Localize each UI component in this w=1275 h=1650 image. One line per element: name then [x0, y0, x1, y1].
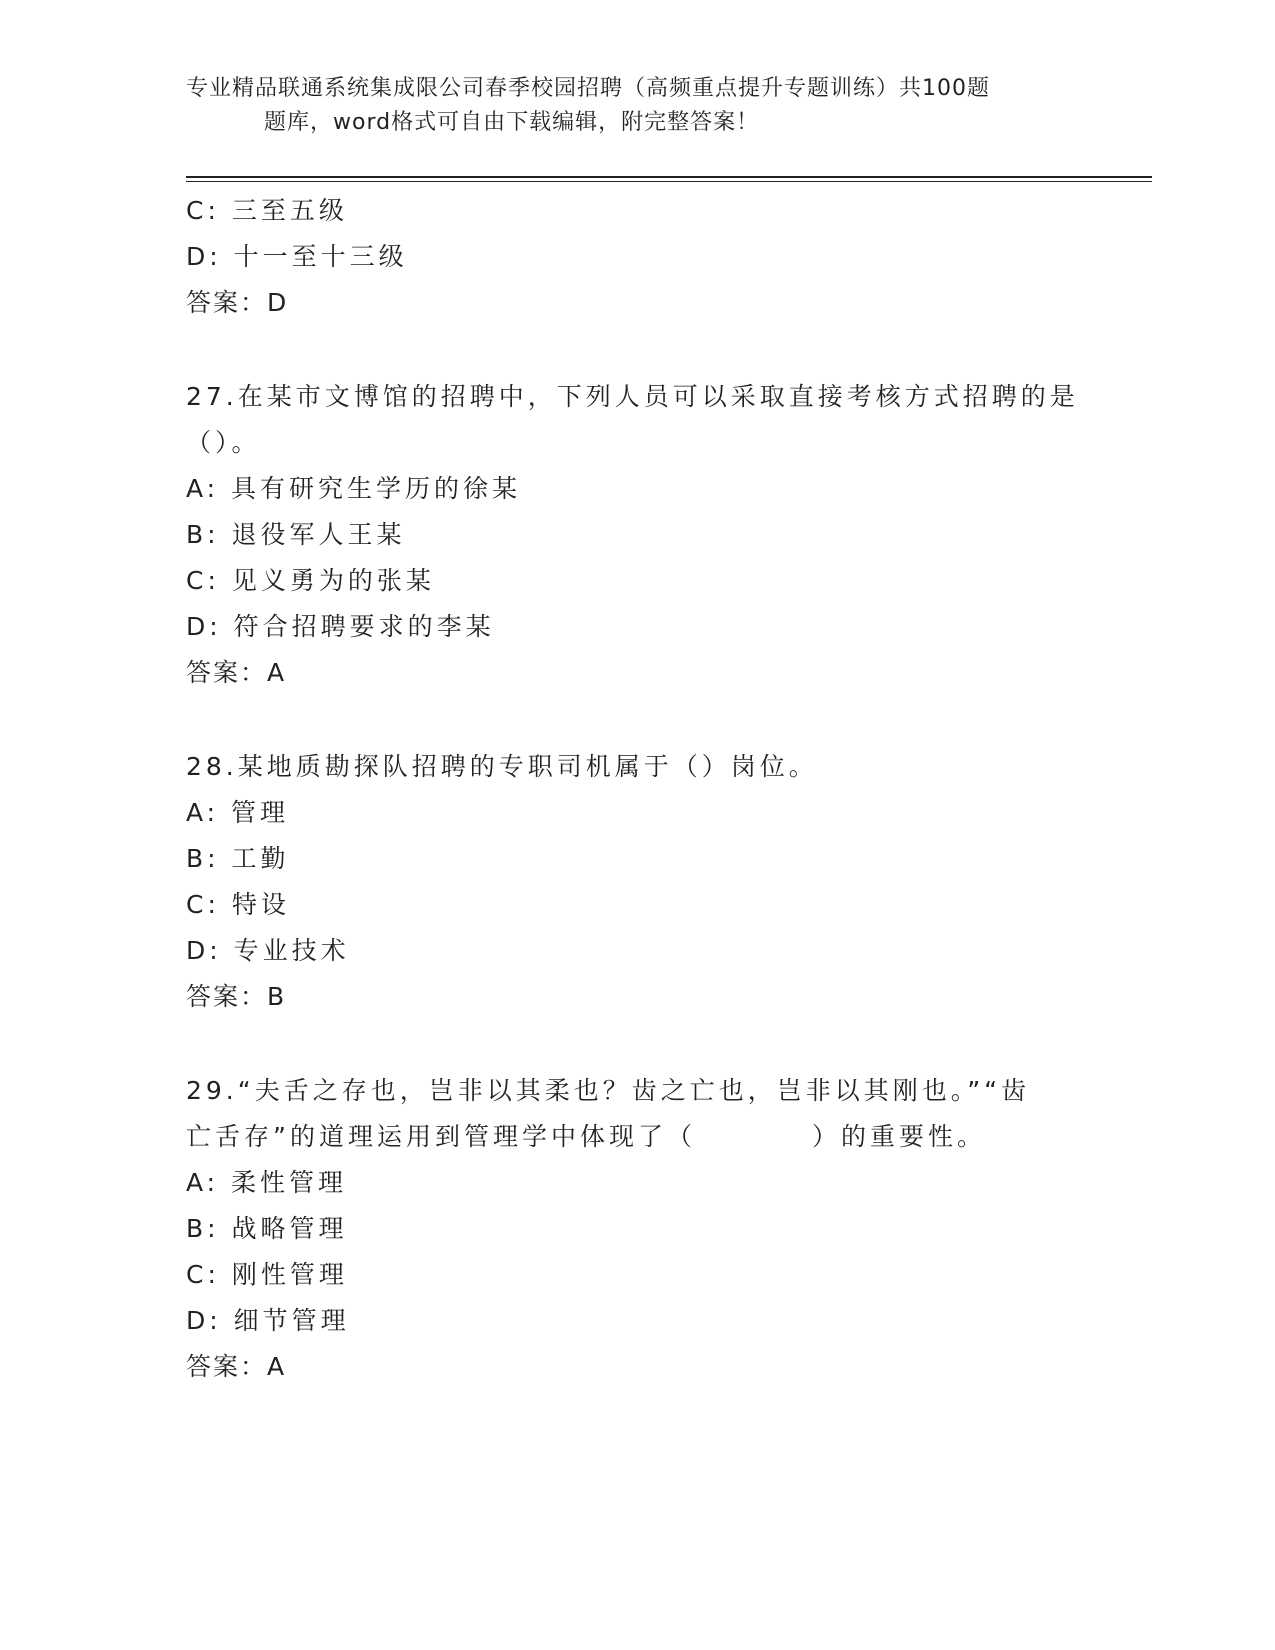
- question-27: [186, 374, 1086, 696]
- answer-line: 答案：B: [186, 982, 287, 1011]
- option-b: B: 战略管理: [186, 1214, 348, 1243]
- question-28: [186, 744, 1086, 1020]
- option-c: C: 见义勇为的张某: [186, 566, 435, 595]
- option-c: C: 刚性管理: [186, 1260, 348, 1289]
- option-a: A: 具有研究生学历的徐某: [186, 474, 522, 503]
- question-text-line-2: （）。: [186, 428, 261, 457]
- option-b: B: 退役军人王某: [186, 520, 406, 549]
- option-d: D: 符合招聘要求的李某: [186, 612, 495, 641]
- option-c: C: 特设: [186, 890, 290, 919]
- question-text-line-2: 亡舌存”的道理运用到管理学中体现了（ ）的重要性。: [186, 1122, 986, 1151]
- answer-line: 答案：D: [186, 288, 289, 317]
- option-b: B: 工勤: [186, 844, 290, 873]
- option-d: D: 细节管理: [186, 1306, 350, 1335]
- option-a: A: 柔性管理: [186, 1168, 348, 1197]
- option-d: D: 十一至十三级: [186, 242, 408, 271]
- question-text-line-1: 27.在某市文博馆的招聘中，下列人员可以采取直接考核方式招聘的是: [186, 382, 1079, 411]
- question-29: [186, 1068, 1086, 1390]
- question-text-line-1: 28.某地质勘探队招聘的专职司机属于（）岗位。: [186, 752, 818, 781]
- option-d: D: 专业技术: [186, 936, 350, 965]
- question-text-line-1: 29.“夫舌之存也，岂非以其柔也？齿之亡也，岂非以其刚也。”“齿: [186, 1076, 1031, 1105]
- header-divider-thick: [186, 176, 1152, 178]
- header-title-line-1: 专业精品联通系统集成限公司春季校园招聘（高频重点提升专题训练）共100题: [186, 76, 990, 101]
- header-divider-thin: [186, 181, 1152, 182]
- previous-question-tail: [186, 188, 1086, 326]
- header-title-line-2: 题库，word格式可自由下载编辑，附完整答案！: [264, 110, 760, 135]
- answer-line: 答案：A: [186, 1352, 287, 1381]
- page-header: [186, 72, 1086, 140]
- answer-line: 答案：A: [186, 658, 287, 687]
- option-a: A: 管理: [186, 798, 290, 827]
- option-c: C: 三至五级: [186, 196, 348, 225]
- document-body: [186, 188, 1086, 1390]
